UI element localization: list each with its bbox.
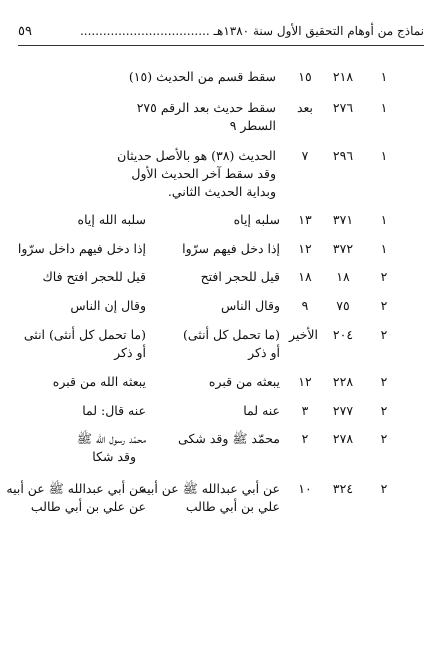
correction-line: وقد شكا xyxy=(92,449,136,464)
correction-line: قيل للحجر افتح فاك xyxy=(42,269,146,284)
note-line: وقد سقط آخر الحديث الأول xyxy=(131,166,276,181)
line-cell: ١٢ xyxy=(298,374,312,389)
error-line: قيل للحجر افتح xyxy=(200,269,280,284)
correction-line: عن علي بن أبي طالب xyxy=(30,499,146,514)
note-cell xyxy=(106,68,276,86)
page-cell: ٢٠٤ xyxy=(332,327,354,342)
page-cell: ٢٧٨ xyxy=(332,431,354,446)
volume-cell: ٢ xyxy=(380,269,388,284)
correction-cell xyxy=(14,326,146,362)
page-cell: ٣٧١ xyxy=(332,212,354,227)
page-cell: ٢٧٧ xyxy=(332,403,354,418)
correction-cell xyxy=(14,430,146,466)
line-cell: ١٣ xyxy=(298,212,312,227)
page-cell: ١٨ xyxy=(336,269,350,284)
error-line: محمّد ﷺ وقد شكى xyxy=(178,431,280,446)
line-cell: ١٥ xyxy=(298,69,312,84)
error-line: علي بن أبي طالب xyxy=(185,499,280,514)
volume-cell: ٢ xyxy=(380,374,388,389)
correction-line: محمّد رسول الله ﷺ xyxy=(76,431,146,446)
error-cell xyxy=(140,297,280,315)
note-cell xyxy=(106,147,276,201)
correction-line: أو ذكر xyxy=(114,345,146,360)
correction-line: إذا دخل فيهم داخل سرّوا xyxy=(17,241,146,256)
line-cell: ٢ xyxy=(301,431,309,446)
correction-line: (ما تحمل كل أنثى) انثى xyxy=(23,327,146,342)
volume-cell: ١ xyxy=(380,69,388,84)
error-line: عنه لما xyxy=(243,403,280,418)
line-cell: بعد xyxy=(296,100,314,115)
page-cell: ٢٧٦ xyxy=(332,100,354,115)
error-cell xyxy=(140,430,280,448)
page-cell: ٣٢٤ xyxy=(332,481,354,496)
correction-cell xyxy=(14,240,146,258)
error-line: عن أبي عبدالله ﷺ عن أبيه xyxy=(140,481,280,496)
correction-line: عنه قال: لما xyxy=(82,403,146,418)
correction-cell xyxy=(14,297,146,315)
correction-cell xyxy=(6,480,146,516)
note-line: سقط قسم من الحديث (١٥) xyxy=(128,69,276,84)
page-cell: ٧٥ xyxy=(336,298,350,313)
page-cell: ٢٢٨ xyxy=(332,374,354,389)
volume-cell: ١ xyxy=(380,100,388,115)
line-cell: ١٨ xyxy=(298,269,312,284)
line-cell: ٩ xyxy=(301,298,309,313)
volume-cell: ٢ xyxy=(380,431,388,446)
header-rule xyxy=(18,45,424,46)
note-line: السطر ٩ xyxy=(229,118,276,133)
error-line: إذا دخل فيهم سرّوا xyxy=(182,241,280,256)
note-line: سقط حديث بعد الرقم ٢٧٥ xyxy=(136,100,276,115)
page-number: ٥٩ xyxy=(18,24,32,39)
volume-cell: ٢ xyxy=(380,327,388,342)
error-cell xyxy=(140,373,280,391)
line-cell: ٧ xyxy=(301,148,309,163)
error-line: يبعثه من قبره xyxy=(208,374,280,389)
page-cell: ٢٩٦ xyxy=(332,148,354,163)
volume-cell: ١ xyxy=(380,148,388,163)
correction-line: عن أبي عبدالله ﷺ عن أبيه xyxy=(6,481,146,496)
correction-cell xyxy=(14,402,146,420)
running-header xyxy=(18,22,424,44)
error-cell xyxy=(140,268,280,286)
error-line: أو ذكر xyxy=(248,345,280,360)
volume-cell: ٢ xyxy=(380,403,388,418)
volume-cell: ١ xyxy=(380,212,388,227)
line-cell: ١٠ xyxy=(298,481,312,496)
error-line: (ما تحمل كل أنثى) xyxy=(183,327,280,342)
error-cell xyxy=(140,402,280,420)
error-cell xyxy=(140,211,280,229)
header-title: نماذج من أوهام التحقيق الأول سنة ١٣٨٠هـ .................................. xyxy=(79,24,424,38)
error-line: سلبه إياه xyxy=(233,212,280,227)
error-cell xyxy=(140,326,280,362)
correction-line: سلبه الله إياه xyxy=(77,212,146,227)
line-cell: الأخير xyxy=(289,327,318,342)
correction-line: وقال إن الناس xyxy=(70,298,146,313)
error-line: وقال الناس xyxy=(221,298,280,313)
volume-cell: ٢ xyxy=(380,298,388,313)
page-cell: ٢١٨ xyxy=(332,69,354,84)
correction-cell xyxy=(14,268,146,286)
page-cell: ٣٧٢ xyxy=(332,241,354,256)
correction-cell xyxy=(14,373,146,391)
note-line: الحديث (٣٨) هو بالأصل حديثان xyxy=(117,148,276,163)
volume-cell: ١ xyxy=(380,241,388,256)
error-cell xyxy=(130,480,280,516)
note-line: وبداية الحديث الثاني. xyxy=(167,184,276,199)
correction-line: يبعثه الله من قبره xyxy=(52,374,146,389)
volume-cell: ٢ xyxy=(380,481,388,496)
line-cell: ٣ xyxy=(301,403,309,418)
error-cell xyxy=(140,240,280,258)
correction-cell xyxy=(14,211,146,229)
line-cell: ١٢ xyxy=(298,241,312,256)
note-cell xyxy=(106,99,276,135)
